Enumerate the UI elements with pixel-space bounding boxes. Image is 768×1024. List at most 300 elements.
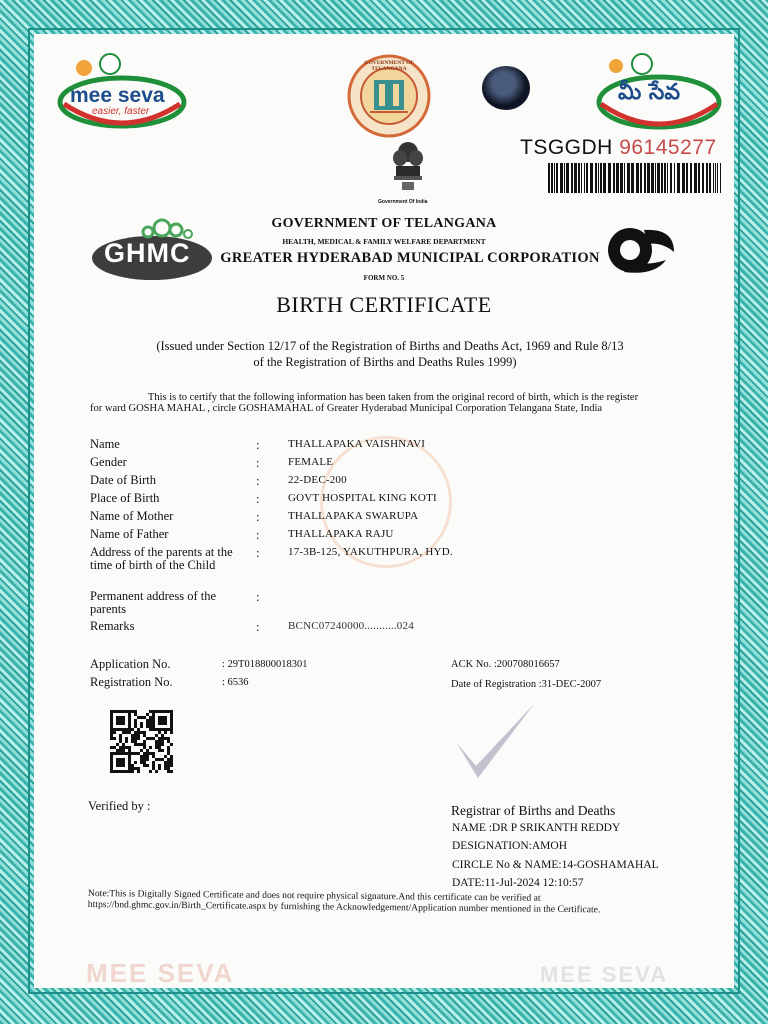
meeseva-telugu-text: మీ సేవ [618, 80, 681, 105]
qr-module [134, 722, 137, 725]
barcode-bar [720, 163, 721, 193]
qr-module [128, 758, 131, 761]
qr-module [131, 737, 134, 740]
barcode-bar [640, 163, 642, 193]
qr-module [119, 770, 122, 773]
qr-module [110, 713, 113, 716]
application-no-value: : 29T018800018301 [222, 659, 308, 670]
qr-module [155, 728, 158, 731]
qr-module [122, 752, 125, 755]
qr-module [125, 731, 128, 734]
qr-module [158, 740, 161, 743]
field-colon: : [256, 528, 260, 542]
qr-module [158, 731, 161, 734]
qr-module [131, 710, 134, 713]
field-colon: : [256, 620, 260, 634]
qr-module [170, 710, 173, 713]
qr-module [113, 746, 116, 749]
qr-module [110, 722, 113, 725]
barcode-bar [584, 163, 585, 193]
qr-module [149, 719, 152, 722]
field-colon: : [256, 456, 260, 470]
qr-module [116, 722, 119, 725]
barcode-bar [566, 163, 569, 193]
barcode-bar [590, 163, 593, 193]
barcode-bar [661, 163, 663, 193]
qr-module [146, 752, 149, 755]
qr-module [134, 734, 137, 737]
qr-module [110, 758, 113, 761]
barcode-bar [715, 163, 716, 193]
barcode-bar [581, 163, 582, 193]
qr-module [152, 719, 155, 722]
qr-module [113, 770, 116, 773]
barcode-bar [677, 163, 680, 193]
qr-module [122, 758, 125, 761]
field-colon: : [256, 546, 260, 560]
qr-module [167, 767, 170, 770]
qr-module [152, 722, 155, 725]
barcode-bar [651, 163, 654, 193]
qr-module [128, 725, 131, 728]
barcode-bar [670, 163, 672, 193]
qr-module [116, 716, 119, 719]
qr-module [119, 764, 122, 767]
qr-module [170, 761, 173, 764]
field-label: Permanent address of the parents [90, 589, 217, 616]
qr-module [110, 737, 113, 740]
qr-module [152, 728, 155, 731]
qr-module [131, 734, 134, 737]
qr-module [167, 746, 170, 749]
barcode-bar [717, 163, 718, 193]
qr-module [158, 728, 161, 731]
qr-module [128, 728, 131, 731]
qr-module [158, 758, 161, 761]
qr-module [122, 716, 125, 719]
qr-module [161, 737, 164, 740]
certify-line2: for ward GOSHA MAHAL , circle GOSHAMAHAL of Greater Hyderabad Municipal Corporation Telangana State, India [90, 403, 603, 414]
qr-module [149, 725, 152, 728]
qr-module [122, 743, 125, 746]
hologram-sticker [482, 66, 530, 110]
qr-module [119, 737, 122, 740]
field-colon: : [256, 590, 260, 604]
qr-module [128, 716, 131, 719]
qr-module [161, 716, 164, 719]
qr-module [143, 716, 146, 719]
qr-module [152, 710, 155, 713]
qr-module [143, 761, 146, 764]
qr-module [119, 719, 122, 722]
qr-module [143, 764, 146, 767]
qr-module [140, 725, 143, 728]
field-label: Remarks [90, 619, 135, 633]
qr-module [152, 755, 155, 758]
barcode-bar [551, 163, 553, 193]
barcode-bar [636, 163, 639, 193]
field-value: 17-3B-125, YAKUTHPURA, HYD. [288, 546, 453, 558]
barcode-bar [598, 163, 599, 193]
qr-module [134, 713, 137, 716]
seal-top-text: GOVERNMENT OF TELANGANA [364, 60, 414, 72]
qr-module [158, 722, 161, 725]
header-form-no: FORM NO. 5 [363, 274, 405, 282]
qr-module [155, 746, 158, 749]
qr-module [164, 761, 167, 764]
qr-module [131, 740, 134, 743]
qr-module [167, 758, 170, 761]
qr-module [167, 740, 170, 743]
qr-module [146, 719, 149, 722]
barcode-bar [682, 163, 685, 193]
government-of-india-label: Government Of India [378, 199, 428, 205]
qr-module [158, 710, 161, 713]
registrar-name: NAME :DR P SRIKANTH REDDY [452, 822, 621, 834]
issued-under-line1: (Issued under Section 12/17 of the Registration of Births and Deaths Act, 1969 and Rule 8/13 [156, 339, 624, 353]
qr-module [146, 758, 149, 761]
field-label: Place of Birth [90, 491, 160, 505]
page-title: BIRTH CERTIFICATE [276, 292, 492, 317]
qr-module [143, 746, 146, 749]
qr-module [146, 755, 149, 758]
qr-module [128, 719, 131, 722]
qr-module [137, 716, 140, 719]
barcode-bar [644, 163, 646, 193]
qr-module [170, 719, 173, 722]
registrar-date: DATE:11-Jul-2024 12:10:57 [452, 877, 584, 889]
qr-module [137, 734, 140, 737]
qr-module [110, 752, 113, 755]
qr-module [116, 752, 119, 755]
qr-module [155, 740, 158, 743]
qr-module [128, 761, 131, 764]
qr-module [125, 746, 128, 749]
qr-module [110, 716, 113, 719]
qr-module [134, 725, 137, 728]
qr-module [140, 731, 143, 734]
qr-module [170, 725, 173, 728]
qr-module [170, 713, 173, 716]
field-value: THALLAPAKA VAISHNAVI [288, 438, 426, 450]
qr-module [110, 734, 113, 737]
qr-module [119, 716, 122, 719]
qr-module [128, 749, 131, 752]
qr-module [122, 722, 125, 725]
qr-module [128, 752, 131, 755]
qr-code [108, 710, 176, 774]
qr-module [158, 716, 161, 719]
qr-module [119, 749, 122, 752]
barcode-bar [657, 163, 660, 193]
qr-module [125, 737, 128, 740]
qr-module [125, 740, 128, 743]
qr-module [161, 728, 164, 731]
barcode-bar [694, 163, 697, 193]
qr-module [158, 746, 161, 749]
qr-module [134, 719, 137, 722]
qr-module [137, 770, 140, 773]
qr-module [140, 758, 143, 761]
qr-module [137, 743, 140, 746]
qr-module [146, 725, 149, 728]
qr-module [110, 731, 113, 734]
certificate-number [520, 136, 717, 160]
certify-line1: This is to certify that the following information has been taken from the original record of birth, which is the register [147, 392, 639, 403]
qr-module [128, 731, 131, 734]
barcode-bar [627, 163, 630, 193]
qr-module [137, 737, 140, 740]
qr-module [110, 755, 113, 758]
barcode-bar [574, 163, 577, 193]
qr-module [146, 722, 149, 725]
certificate-number-prefix: TSGGDH [520, 136, 613, 159]
qr-module [131, 767, 134, 770]
qr-module [140, 716, 143, 719]
qr-module [164, 722, 167, 725]
barcode-bar [664, 163, 666, 193]
field-colon: : [256, 510, 260, 524]
field-label: Gender [90, 455, 127, 469]
qr-module [170, 716, 173, 719]
barcode-bar [548, 163, 550, 193]
qr-module [164, 737, 167, 740]
qr-module [116, 710, 119, 713]
qr-module [134, 761, 137, 764]
qr-module [122, 728, 125, 731]
qr-module [170, 728, 173, 731]
barcode-bar [595, 163, 597, 193]
qr-module [143, 755, 146, 758]
qr-module [167, 752, 170, 755]
qr-module [131, 764, 134, 767]
qr-module [119, 758, 122, 761]
qr-module [143, 731, 146, 734]
barcode-bar [706, 163, 708, 193]
qr-module [110, 767, 113, 770]
qr-module [122, 770, 125, 773]
barcode-bar [603, 163, 606, 193]
barcode-bar [702, 163, 704, 193]
barcode-bar [600, 163, 602, 193]
qr-module [161, 719, 164, 722]
qr-module [164, 731, 167, 734]
qr-module [161, 710, 164, 713]
qr-module [152, 761, 155, 764]
qr-module [110, 719, 113, 722]
qr-module [149, 722, 152, 725]
qr-module [155, 710, 158, 713]
qr-module [149, 752, 152, 755]
qr-module [122, 764, 125, 767]
qr-module [128, 755, 131, 758]
qr-module [149, 746, 152, 749]
qr-module [149, 716, 152, 719]
barcode-bar [686, 163, 688, 193]
registration-no-value: : 6536 [222, 677, 249, 688]
barcode-bar [713, 163, 714, 193]
qr-module [146, 737, 149, 740]
qr-module [116, 764, 119, 767]
qr-module [164, 755, 167, 758]
qr-module [113, 737, 116, 740]
qr-module [158, 743, 161, 746]
barcode-bar [698, 163, 700, 193]
qr-module [155, 758, 158, 761]
qr-module [155, 734, 158, 737]
qr-module [158, 749, 161, 752]
qr-module [119, 728, 122, 731]
qr-module [152, 764, 155, 767]
qr-module [143, 758, 146, 761]
qr-module [110, 725, 113, 728]
qr-module [164, 716, 167, 719]
registrar-circle: CIRCLE No & NAME:14-GOSHAMAHAL [452, 859, 659, 871]
qr-module [128, 767, 131, 770]
qr-module [143, 752, 146, 755]
qr-module [128, 710, 131, 713]
qr-module [119, 746, 122, 749]
qr-module [152, 767, 155, 770]
qr-module [161, 758, 164, 761]
qr-module [119, 761, 122, 764]
qr-module [146, 764, 149, 767]
barcode-bar [571, 163, 573, 193]
qr-module [146, 749, 149, 752]
qr-module [140, 722, 143, 725]
barcode-bar [608, 163, 611, 193]
qr-module [161, 749, 164, 752]
qr-module [119, 740, 122, 743]
field-label: Date of Birth [90, 473, 156, 487]
meeseva-tagline: easier, faster [92, 106, 150, 117]
qr-module [122, 749, 125, 752]
barcode-bar [624, 163, 625, 193]
barcode-bar [586, 163, 588, 193]
qr-module [137, 728, 140, 731]
qr-module [128, 713, 131, 716]
qr-module [143, 740, 146, 743]
qr-module [149, 728, 152, 731]
registration-no-label: Registration No. [90, 675, 173, 689]
barcode-bar [674, 163, 675, 193]
qr-module [167, 737, 170, 740]
qr-module [140, 761, 143, 764]
field-label: Name of Mother [90, 509, 174, 523]
qr-module [152, 725, 155, 728]
qr-module [140, 743, 143, 746]
barcode-bar [667, 163, 668, 193]
field-value: 22-DEC-200 [288, 474, 347, 486]
qr-module [167, 761, 170, 764]
qr-module [128, 722, 131, 725]
qr-module [155, 743, 158, 746]
field-value: THALLAPAKA RAJU [288, 528, 394, 540]
qr-module [164, 764, 167, 767]
qr-module [122, 731, 125, 734]
qr-module [155, 770, 158, 773]
barcode-bar [556, 163, 558, 193]
qr-module [161, 722, 164, 725]
qr-module [137, 752, 140, 755]
header-government: GOVERNMENT OF TELANGANA [271, 216, 497, 231]
barcode-bar [647, 163, 650, 193]
qr-module [164, 767, 167, 770]
qr-module [134, 767, 137, 770]
qr-module [116, 749, 119, 752]
qr-module [131, 728, 134, 731]
barcode-bar [564, 163, 565, 193]
barcode-bar [620, 163, 623, 193]
barcode-bar [554, 163, 555, 193]
ashoka-emblem-icon [388, 140, 428, 200]
barcode-bar [616, 163, 619, 193]
qr-module [122, 761, 125, 764]
qr-module [161, 734, 164, 737]
qr-module [110, 728, 113, 731]
qr-module [164, 710, 167, 713]
field-colon: : [256, 438, 260, 452]
header-corporation: GREATER HYDERABAD MUNICIPAL CORPORATION [220, 250, 600, 266]
qr-module [134, 731, 137, 734]
qr-module [131, 752, 134, 755]
qr-module [149, 770, 152, 773]
checkmark-icon [452, 700, 538, 780]
qr-module [137, 731, 140, 734]
qr-module [134, 710, 137, 713]
qr-module [131, 770, 134, 773]
qr-module [170, 764, 173, 767]
field-value: GOVT HOSPITAL KING KOTI [288, 492, 437, 504]
date-of-registration: Date of Registration :31-DEC-2007 [451, 679, 602, 690]
qr-module [128, 764, 131, 767]
qr-module [152, 752, 155, 755]
qr-module [119, 710, 122, 713]
field-value: BCNC07240000...........024 [288, 620, 414, 632]
qr-module [122, 710, 125, 713]
qr-module [110, 710, 113, 713]
qr-module [158, 737, 161, 740]
qr-module [167, 770, 170, 773]
qr-module [170, 770, 173, 773]
verified-by-label: Verified by : [88, 799, 151, 813]
qr-module [167, 749, 170, 752]
qr-module [119, 752, 122, 755]
field-value: THALLAPAKA SWARUPA [288, 510, 419, 522]
barcode-bar [690, 163, 692, 193]
qr-module [128, 746, 131, 749]
qr-module [152, 737, 155, 740]
qr-module [125, 770, 128, 773]
qr-module [170, 758, 173, 761]
qr-module [167, 710, 170, 713]
qr-module [116, 761, 119, 764]
qr-module [125, 710, 128, 713]
field-label: Name [90, 437, 120, 451]
qr-module [140, 755, 143, 758]
qr-module [143, 734, 146, 737]
qr-module [149, 737, 152, 740]
qr-module [113, 731, 116, 734]
qr-module [170, 743, 173, 746]
qr-module [134, 740, 137, 743]
header-department: HEALTH, MEDICAL & FAMILY WELFARE DEPARTMENT [282, 237, 486, 246]
barcode-bar [655, 163, 656, 193]
meeseva-logo-text: mee seva [70, 84, 165, 107]
barcode-bar [631, 163, 634, 193]
barcode [548, 163, 724, 193]
qr-module [152, 713, 155, 716]
